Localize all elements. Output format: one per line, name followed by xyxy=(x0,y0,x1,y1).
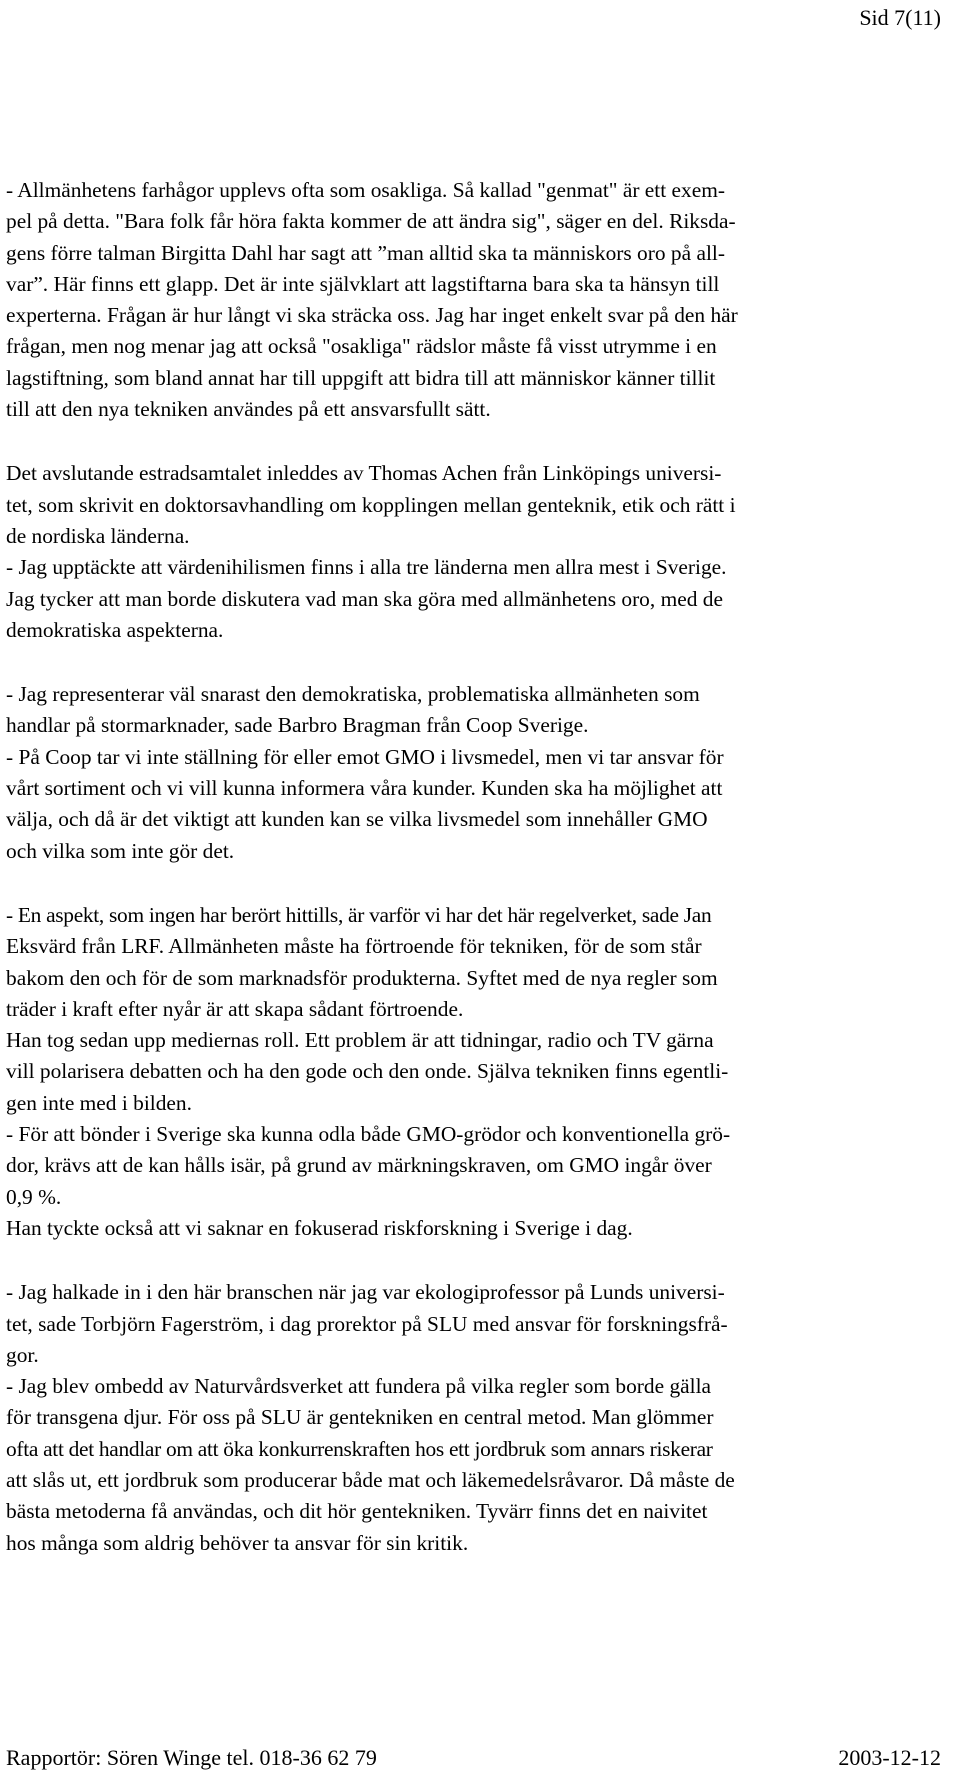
paragraph-lrf xyxy=(6,900,956,1244)
text-line: demokratiska aspekterna. xyxy=(6,617,224,642)
text-line: lagstiftning, som bland annat har till uppgift att bidra till att människor känner tillit xyxy=(6,365,716,390)
paragraph-estradsamtal xyxy=(6,458,956,646)
text-line: - På Coop tar vi inte ställning för eller emot GMO i livsmedel, men vi tar ansvar för xyxy=(6,744,724,769)
text-line: träder i kraft efter nyår är att skapa sådant förtroende. xyxy=(6,996,464,1021)
text-line: Jag tycker att man borde diskutera vad man ska göra med allmänhetens oro, med de xyxy=(6,586,723,611)
text-line: var”. Här finns ett glapp. Det är inte självklart att lagstiftarna bara ska ta hänsyn till xyxy=(6,271,720,296)
text-line: gens förre talman Birgitta Dahl har sagt att ”man alltid ska ta människors oro på all- xyxy=(6,240,725,265)
text-line: Eksvärd från LRF. Allmänheten måste ha förtroende för tekniken, för de som står xyxy=(6,934,702,959)
paragraph-gap xyxy=(6,1244,956,1277)
paragraph-gap xyxy=(6,867,956,900)
paragraph-coop xyxy=(6,679,956,867)
text-line: - En aspekt, som ingen har berört hittills, är varför vi har det här regelverket, sade Jan xyxy=(6,902,712,927)
page-footer xyxy=(6,1743,941,1773)
text-line: välja, och då är det viktigt att kunden kan se vilka livsmedel som innehåller GMO xyxy=(6,807,708,832)
paragraph-gap xyxy=(6,646,956,679)
report-date: 2003-12-12 xyxy=(838,1745,941,1770)
text-line: gen inte med i bilden. xyxy=(6,1090,192,1115)
text-line: gor. xyxy=(6,1342,39,1367)
paragraph-slu xyxy=(6,1277,956,1559)
text-line: Han tyckte också att vi saknar en fokuserad riskforskning i Sverige i dag. xyxy=(6,1215,633,1240)
text-line: frågan, men nog menar jag att också "osakliga" rädslor måste få visst utrymme i en xyxy=(6,334,717,359)
text-line: dor, krävs att de kan hålls isär, på grund av märkningskraven, om GMO ingår över xyxy=(6,1153,712,1178)
reporter-info: Rapportör: Sören Winge tel. 018-36 62 79 xyxy=(6,1745,377,1770)
text-line: bästa metoderna få användas, och dit hör gentekniken. Tyvärr finns det en naivitet xyxy=(6,1499,708,1524)
text-line: experterna. Frågan är hur långt vi ska sträcka oss. Jag har inget enkelt svar på den här xyxy=(6,303,738,328)
text-line: Det avslutande estradsamtalet inleddes av Thomas Achen från Linköpings universi- xyxy=(6,461,722,486)
paragraph-allmanhetens-farhagor xyxy=(6,175,956,425)
text-line: - Jag blev ombedd av Naturvårdsverket att fundera på vilka regler som borde gälla xyxy=(6,1374,712,1399)
text-line: - För att bönder i Sverige ska kunna odla både GMO-grödor och konventionella grö- xyxy=(6,1122,731,1147)
text-line: - Jag halkade in i den här branschen när jag var ekologiprofessor på Lunds universi- xyxy=(6,1280,725,1305)
text-line: till att den nya tekniken användes på ett ansvarsfullt sätt. xyxy=(6,397,491,422)
text-line: handlar på stormarknader, sade Barbro Bragman från Coop Sverige. xyxy=(6,713,589,738)
text-line: att slås ut, ett jordbruk som producerar både mat och läkemedelsråvaror. Då måste de xyxy=(6,1467,735,1492)
text-line: och vilka som inte gör det. xyxy=(6,838,235,863)
text-line: vill polarisera debatten och ha den gode och den onde. Själva tekniken finns egentli- xyxy=(6,1059,729,1084)
text-line: bakom den och för de som marknadsför produkterna. Syftet med de nya regler som xyxy=(6,965,718,990)
text-line: de nordiska länderna. xyxy=(6,523,190,548)
document-body xyxy=(6,175,956,1559)
text-line: - Allmänhetens farhågor upplevs ofta som osakliga. Så kallad "genmat" är ett exem- xyxy=(6,178,725,202)
text-line: 0,9 %. xyxy=(6,1184,62,1209)
text-line: Han tog sedan upp mediernas roll. Ett problem är att tidningar, radio och TV gärna xyxy=(6,1028,714,1053)
text-line: för transgena djur. För oss på SLU är gentekniken en central metod. Man glömmer xyxy=(6,1405,714,1430)
text-line: tet, sade Torbjörn Fagerström, i dag prorektor på SLU med ansvar för forskningsfrå- xyxy=(6,1311,728,1336)
text-line: tet, som skrivit en doktorsavhandling om kopplingen mellan genteknik, etik och rätt i xyxy=(6,492,736,517)
paragraph-gap xyxy=(6,425,956,458)
text-line: pel på detta. "Bara folk får höra fakta kommer de att ändra sig", säger en del. Riksda- xyxy=(6,209,736,234)
text-line: ofta att det handlar om att öka konkurrenskraften hos ett jordbruk som annars riskerar xyxy=(6,1436,713,1461)
page-number: Sid 7(11) xyxy=(859,5,941,30)
text-line: hos många som aldrig behöver ta ansvar för sin kritik. xyxy=(6,1530,469,1555)
text-line: vårt sortiment och vi vill kunna informera våra kunder. Kunden ska ha möjlighet att xyxy=(6,776,723,801)
text-line: - Jag upptäckte att värdenihilismen finns i alla tre länderna men allra mest i Sverige. xyxy=(6,555,727,580)
text-line: - Jag representerar väl snarast den demokratiska, problematiska allmänheten som xyxy=(6,682,700,707)
